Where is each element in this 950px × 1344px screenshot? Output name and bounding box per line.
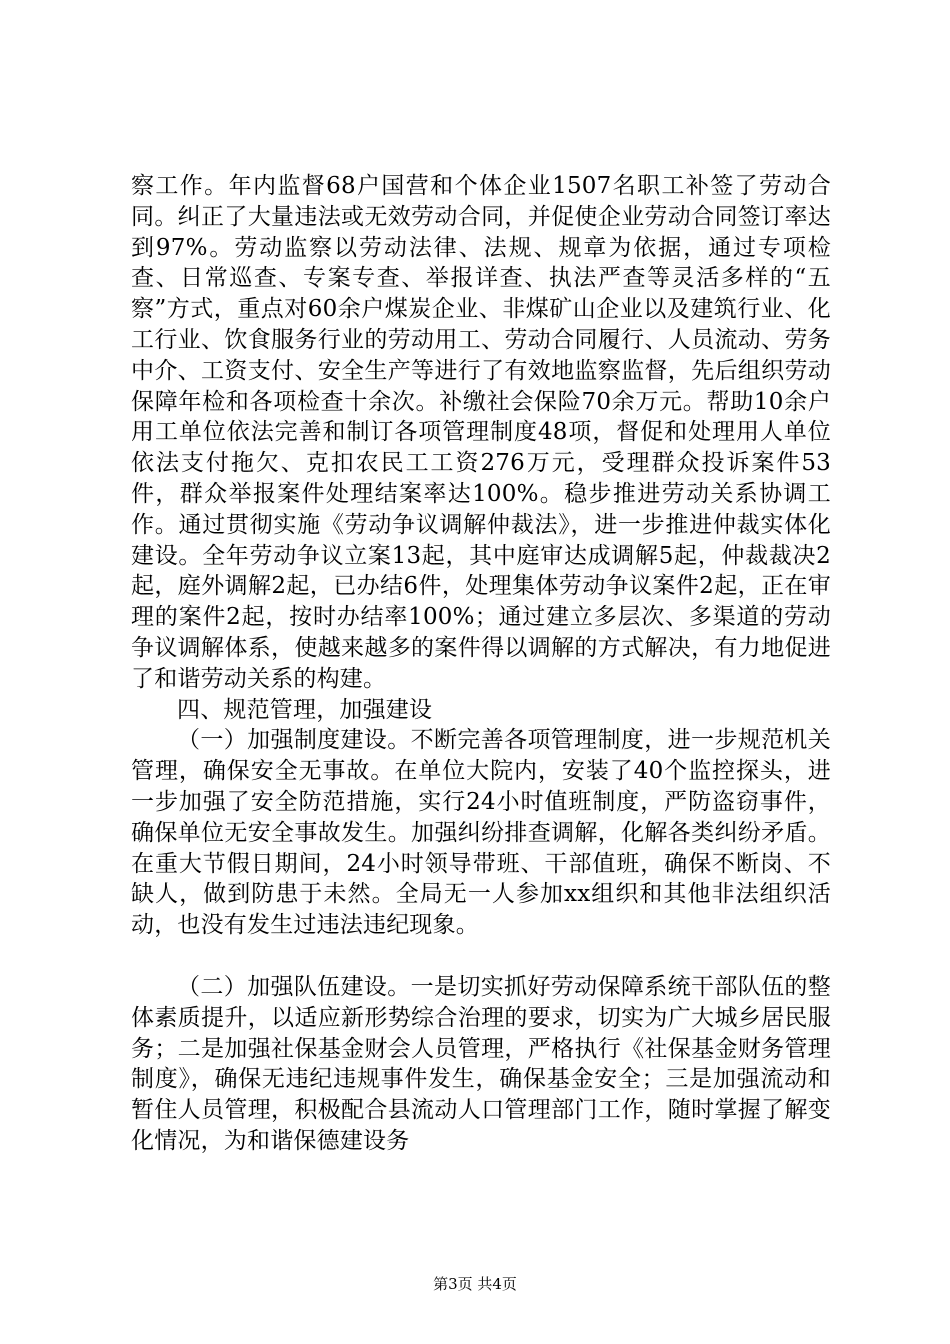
page-footer: 第3页 共4页 bbox=[433, 1275, 517, 1293]
paragraph-team-building: （二）加强队伍建设。一是切实抓好劳动保障系统干部队伍的整体素质提升，以适应新形势综合治理的要求，切实为广大城乡居民服务；二是加强社保基金财会人员管理，严格执行《社保基金财务管理制度》，确保无违纪违规事件发生，确保基金安全；三是加强流动和暂住人员管理，积极配合县流动人口管理部门工作，随时掌握了解变化情况，为和谐保德建设务 bbox=[131, 973, 831, 1154]
section-heading-standardize-management: 四、规范管理，加强建设 bbox=[177, 696, 433, 723]
document-body bbox=[131, 171, 831, 1157]
paragraph-labor-inspection: 察工作。年内监督68户国营和个体企业1507名职工补签了劳动合同。纠正了大量违法或无效劳动合同，并促使企业劳动合同签订率达到97%。劳动监察以劳动法律、法规、规章为依据，通过专项检查、日常巡查、专案专查、举报详查、执法严查等灵活多样的“五察”方式，重点对60余户煤炭企业、非煤矿山企业以及建筑行业、化工行业、饮食服务行业的劳动用工、劳动合同履行、人员流动、劳务中介、工资支付、安全生产等进行了有效地监察监督，先后组织劳动保障年检和各项检查十余次。补缴社会保险70余万元。帮助10余户用工单位依法完善和制订各项管理制度48项，督促和处理用人单位依法支付拖欠、克扣农民工工资276万元，受理群众投诉案件53件，群众举报案件处理结案率达100%。稳步推进劳动关系协调工作。通过贯彻实施《劳动争议调解仲裁法》，进一步推进仲裁实体化建设。全年劳动争议立案13起，其中庭审达成调解5起，仲裁裁决2起，庭外调解2起，已办结6件，处理集体劳动争议案件2起，正在审理的案件2起，按时办结率100%；通过建立多层次、多渠道的劳动争议调解体系，使越来越多的案件得以调解的方式解决，有力地促进了和谐劳动关系的构建。 bbox=[131, 173, 831, 692]
paragraph-system-building: （一）加强制度建设。不断完善各项管理制度，进一步规范机关管理，确保安全无事故。在单位大院内，安装了40个监控探头，进一步加强了安全防范措施，实行24小时值班制度，严防盗窃事件，确保单位无安全事故发生。加强纠纷排查调解，化解各类纠纷矛盾。在重大节假日期间，24小时领导带班、干部值班，确保不断岗、不缺人，做到防患于未然。全局无一人参加xx组织和其他非法组织活动，也没有发生过违法违纪现象。 bbox=[131, 727, 831, 939]
